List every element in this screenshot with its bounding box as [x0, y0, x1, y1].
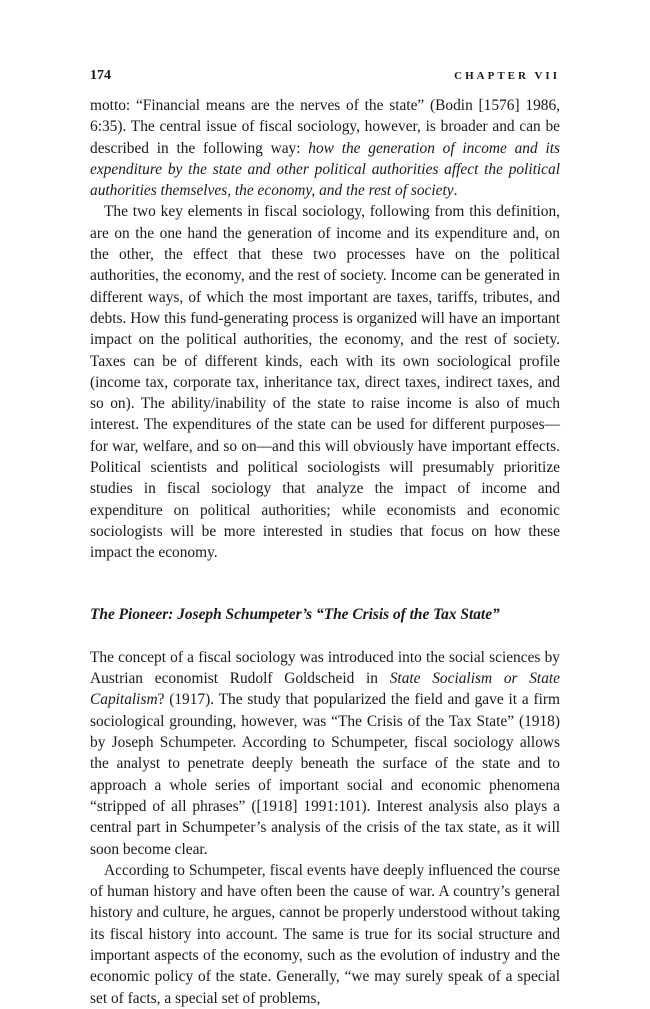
paragraph: The two key elements in fiscal sociology, following from this definition, are on the one hand the generation of income and its expenditure and, on the other, the effect that these two processes have on the political authorities, the economy, and the rest of society. Income can be generated in different ways, of which the most important are taxes, tariffs, tributes, and debts. How this fund-generating process is organized will have an important impact on the political authorities, the economy, and the rest of society. Taxes can be of different kinds, each with its own sociological profile (income tax, corporate tax, inheritance tax, direct taxes, indirect taxes, and so on). The ability/inability of the state to raise income is also of much interest. The expenditures of the state can be used for different purposes—for war, welfare, and so on—and this will obviously have important effects. Political scientists and political sociologists will presumably prioritize studies in fiscal sociology that analyze the impact of income and expenditure on political authorities; while economists and economic sociologists will be more interested in studies that focus on how these impact the economy.: [90, 203, 560, 562]
page-number: 174: [90, 68, 111, 83]
paragraph-text: The concept of a fiscal sociology was introduced into the social sciences by Austrian economist Rudolf Goldscheid in: [90, 648, 560, 688]
italic-book-title: State Socialism or State Capitalism: [90, 670, 561, 709]
chapter-label: CHAPTER VII: [454, 70, 560, 82]
paragraph-continued: [90, 95, 560, 201]
paragraph: [90, 647, 560, 860]
paragraph-text: .: [453, 182, 458, 200]
paragraph-text: ? (1917). The study that popularized the field and gave it a firm sociological grounding, however, was “The Crisis of the Tax State” (1918) by Joseph Schumpeter. According to Schumpeter, fiscal sociology allows the analyst to penetrate deeply beneath the surface of the state and to approach a whole series of important social and economic phenomena “stripped of all phrases” ([1918] 1991:101). Interest analysis also plays a central part in Schumpeter’s analysis of the crisis of the tax state, as it will soon become clear.: [90, 691, 560, 858]
section-heading: The Pioneer: Joseph Schumpeter’s “The Crisis of the Tax State”: [90, 605, 500, 623]
body-text: [90, 95, 560, 1009]
paragraph-text: motto: “Financial means are the nerves of the state” (Bodin [1576] 1986, 6:35). The central issue of fiscal sociology, however, is broader and can be described in the following way:: [90, 97, 560, 157]
italic-definition: how the generation of income and its expenditure by the state and other political authorities affect the political authorities themselves, the economy, and the rest of society: [90, 139, 560, 200]
paragraph: According to Schumpeter, fiscal events have deeply influenced the course of human history and have often been the cause of war. A country’s general history and culture, he argues, cannot be properly understood without taking its fiscal history into account. The same is true for its social structure and important aspects of the economy, such as the evolution of industry and the economic policy of the state. Generally, “we may surely speak of a special set of facts, a special set of problems,: [90, 861, 560, 1007]
running-head: [90, 68, 560, 84]
